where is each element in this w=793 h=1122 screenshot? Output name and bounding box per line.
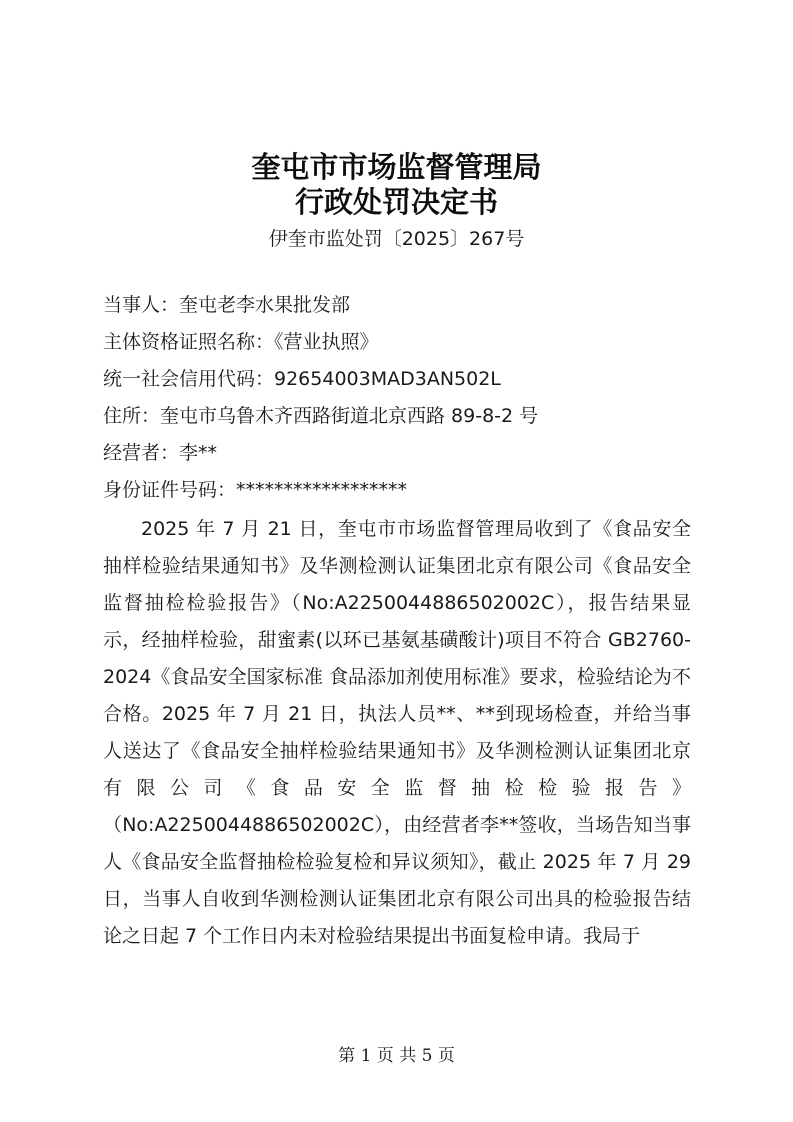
party-name-field: 当事人：奎屯老李水果批发部	[103, 294, 351, 316]
document-type-title: 行政处罚决定书	[294, 185, 498, 219]
license-name-field: 主体资格证照名称：《营业执照》	[103, 331, 379, 353]
id-number-field: 身份证件号码：******************	[103, 479, 408, 501]
page-number-footer: 第 1 页 共 5 页	[338, 1046, 455, 1066]
agency-title: 奎屯市市场监督管理局	[251, 150, 542, 184]
address-field: 住所：奎屯市乌鲁木齐西路街道北京西路 89-8-2 号	[103, 405, 539, 427]
document-number: 伊奎市监处罚〔2025〕267号	[268, 228, 525, 250]
body-paragraph: 2025 年 7 月 21 日，奎屯市市场监督管理局收到了《食品安全抽样检验结果通知书》及华测检测认证集团北京有限公司《食品安全监督抽检检验报告》（No:A2250044886502002C），报告结果显示，经抽样检验，甜蜜素(以环已基氨基磺酸计)项目不符合 GB2760-2024《食品安全国家标准 食品添加剂使用标准》要求，检验结论为不合格。2025 年 7 月 21 日，执法人员**、**到现场检查，并给当事人送达了《食品安全抽样检验结果通知书》及华测检测认证集团北京有限公司《食品安全监督抽检检验报告》（No:A2250044886502002C），由经营者李**签收，当场告知当事人《食品安全监督抽检检验复检和异议须知》，截止 2025 年 7 月 29 日，当事人自收到华测检测认证集团北京有限公司出具的检验报告结论之日起 7 个工作日内未对检验结果提出书面复检申请。我局于	[103, 518, 691, 947]
operator-field: 经营者：李**	[103, 442, 218, 464]
credit-code-field: 统一社会信用代码：92654003MAD3AN502L	[103, 368, 501, 390]
